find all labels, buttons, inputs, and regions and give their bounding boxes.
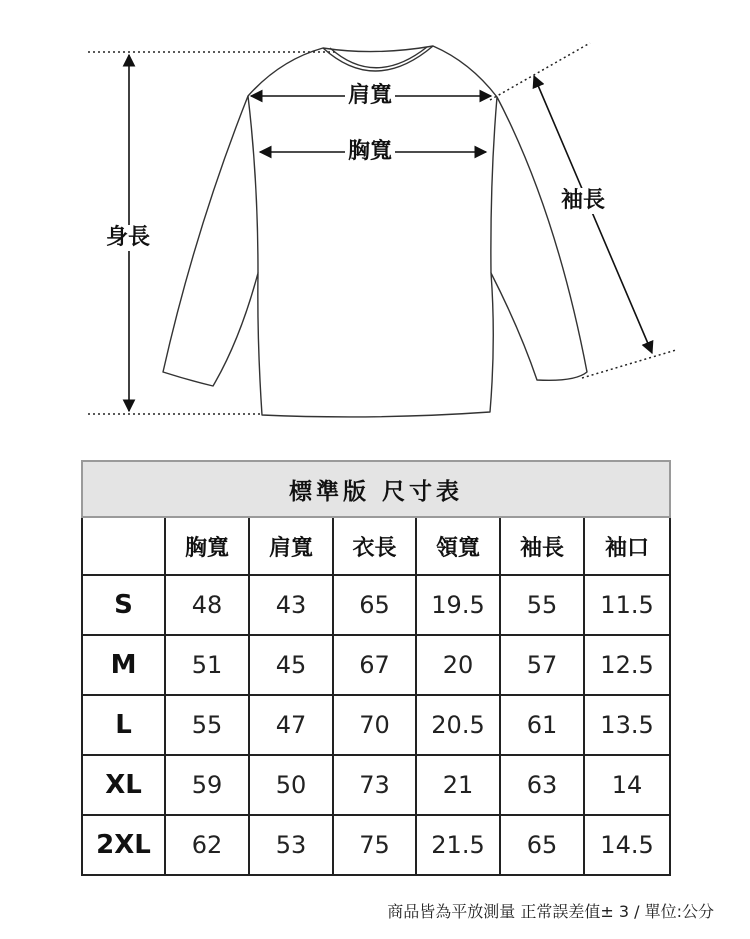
table-cell: 20 <box>416 635 500 695</box>
shoulder-width-label: 肩寬 <box>345 83 395 109</box>
table-cell: 14.5 <box>584 815 670 875</box>
table-row <box>82 695 670 755</box>
table-cell: 57 <box>500 635 584 695</box>
table-row <box>82 575 670 635</box>
table-cell: 47 <box>249 695 333 755</box>
table-title: 標準版 尺寸表 <box>82 461 670 517</box>
sleeve-length-arrow <box>534 76 652 353</box>
table-cell: 13.5 <box>584 695 670 755</box>
table-cell: 73 <box>333 755 416 815</box>
table-row <box>82 815 670 875</box>
header-sleeve-length: 袖長 <box>500 517 584 575</box>
table-row <box>82 635 670 695</box>
size-cell: 2XL <box>82 815 165 875</box>
table-cell: 53 <box>249 815 333 875</box>
header-chest-width: 胸寬 <box>165 517 249 575</box>
table-cell: 55 <box>500 575 584 635</box>
table-cell: 19.5 <box>416 575 500 635</box>
size-cell: M <box>82 635 165 695</box>
size-cell: XL <box>82 755 165 815</box>
header-cell-blank <box>82 517 165 575</box>
chest-width-label: 胸寬 <box>345 139 395 165</box>
table-row <box>82 755 670 815</box>
table-cell: 65 <box>333 575 416 635</box>
body-length-label: 身長 <box>103 225 153 251</box>
header-collar-width: 領寬 <box>416 517 500 575</box>
table-cell: 50 <box>249 755 333 815</box>
header-cuff-width: 袖口 <box>584 517 670 575</box>
table-cell: 21.5 <box>416 815 500 875</box>
measurement-footnote: 商品皆為平放測量 正常誤差值± 3 / 單位:公分 <box>387 902 714 921</box>
table-cell: 59 <box>165 755 249 815</box>
table-cell: 43 <box>249 575 333 635</box>
measurement-diagram <box>0 0 750 430</box>
table-cell: 61 <box>500 695 584 755</box>
table-cell: 62 <box>165 815 249 875</box>
table-cell: 21 <box>416 755 500 815</box>
table-cell: 12.5 <box>584 635 670 695</box>
shirt-outline-svg <box>0 0 750 430</box>
table-cell: 67 <box>333 635 416 695</box>
header-shoulder-width: 肩寬 <box>249 517 333 575</box>
size-chart-table <box>81 460 671 876</box>
table-cell: 20.5 <box>416 695 500 755</box>
table-header-row <box>82 517 670 575</box>
table-cell: 70 <box>333 695 416 755</box>
size-cell: L <box>82 695 165 755</box>
sleeve-length-label: 袖長 <box>558 188 608 214</box>
table-cell: 75 <box>333 815 416 875</box>
table-cell: 65 <box>500 815 584 875</box>
header-garment-length: 衣長 <box>333 517 416 575</box>
size-cell: S <box>82 575 165 635</box>
table-cell: 63 <box>500 755 584 815</box>
table-cell: 14 <box>584 755 670 815</box>
table-cell: 51 <box>165 635 249 695</box>
table-cell: 55 <box>165 695 249 755</box>
table-cell: 11.5 <box>584 575 670 635</box>
table-cell: 45 <box>249 635 333 695</box>
table-cell: 48 <box>165 575 249 635</box>
